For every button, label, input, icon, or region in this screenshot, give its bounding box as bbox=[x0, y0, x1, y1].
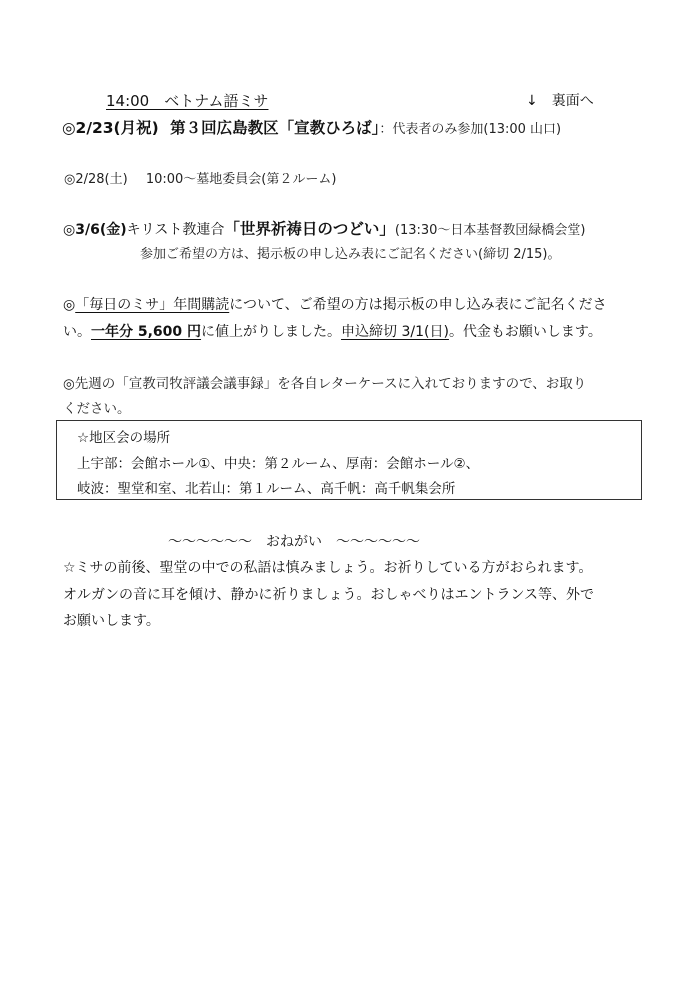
event-title: 「世界祈祷日のつどい」 bbox=[224, 220, 395, 238]
subscription-deadline: 申込締切 3/1(日) bbox=[341, 324, 449, 340]
event-marker: ◎ bbox=[64, 172, 76, 187]
event-note: (13:30～日本基督教団緑橋会堂) bbox=[394, 223, 586, 238]
event-title: 10:00～墓地委員会(第２ルーム) bbox=[145, 172, 337, 187]
event-title-prefix: キリスト教連合 bbox=[126, 222, 225, 238]
district-line-1: 上宇部：会館ホール①、中央：第２ルーム、厚南：会館ホール②、 bbox=[77, 456, 480, 472]
subscription-line-1 bbox=[63, 296, 607, 314]
request-line-2: オルガンの音に耳を傾け、静かに祈りましょう。おしゃべりはエントランス等、外で bbox=[63, 587, 595, 603]
event-world-day-of-prayer bbox=[63, 220, 585, 240]
subscription-text: について、ご希望の方は掲示板の申し込み表にご記名くださ bbox=[229, 297, 607, 313]
event-note: ：代表者のみ参加(13:00 山口) bbox=[379, 122, 562, 137]
subscription-marker: ◎ bbox=[63, 297, 76, 313]
event-cemetery-committee bbox=[64, 171, 336, 189]
request-line-3: お願いします。 bbox=[63, 613, 160, 629]
subscription-text: い。 bbox=[63, 324, 91, 340]
event-date: 2/23(月祝) bbox=[75, 119, 159, 137]
subscription-title: 「毎日のミサ」年間購読 bbox=[75, 297, 230, 313]
event-title: 第３回広島教区「宣教ひろば」 bbox=[170, 119, 380, 137]
event-date: 3/6(金) bbox=[75, 222, 127, 238]
subscription-text: 。代金もお願いします。 bbox=[448, 324, 602, 340]
subscription-text: に値上がりしました。 bbox=[201, 324, 342, 340]
event-marker: ◎ bbox=[62, 119, 76, 137]
vietnamese-mass-time: 14:00 ベトナム語ミサ bbox=[106, 92, 269, 110]
minutes-notice-line-1: ◎先週の「宣教司牧評議会議事録」を各自レターケースに入れておりますので、お取り bbox=[63, 376, 587, 392]
district-meeting-box bbox=[56, 420, 642, 500]
event-detail: 参加ご希望の方は、掲示板の申し込み表にご記名ください(締切 2/15)。 bbox=[140, 247, 561, 262]
district-line-2: 岐波：聖堂和室、北若山：第１ルーム、高千帆：高千帆集会所 bbox=[77, 481, 456, 497]
minutes-notice-line-2: ください。 bbox=[63, 401, 131, 417]
subscription-line-2 bbox=[63, 323, 602, 341]
subscription-price: 一年分 5,600 円 bbox=[91, 324, 202, 340]
district-heading: ☆地区会の場所 bbox=[77, 430, 171, 446]
back-page-note: ↓ 裏面へ bbox=[526, 93, 594, 109]
request-heading: ～～～～～～ おねがい ～～～～～～ bbox=[168, 534, 420, 550]
event-marker: ◎ bbox=[63, 222, 76, 238]
request-line-1: ☆ミサの前後、聖堂の中での私語は慎みましょう。お祈りしている方がおられます。 bbox=[63, 560, 593, 576]
event-mission-plaza bbox=[62, 118, 561, 140]
event-date: 2/28(土) bbox=[75, 172, 128, 187]
